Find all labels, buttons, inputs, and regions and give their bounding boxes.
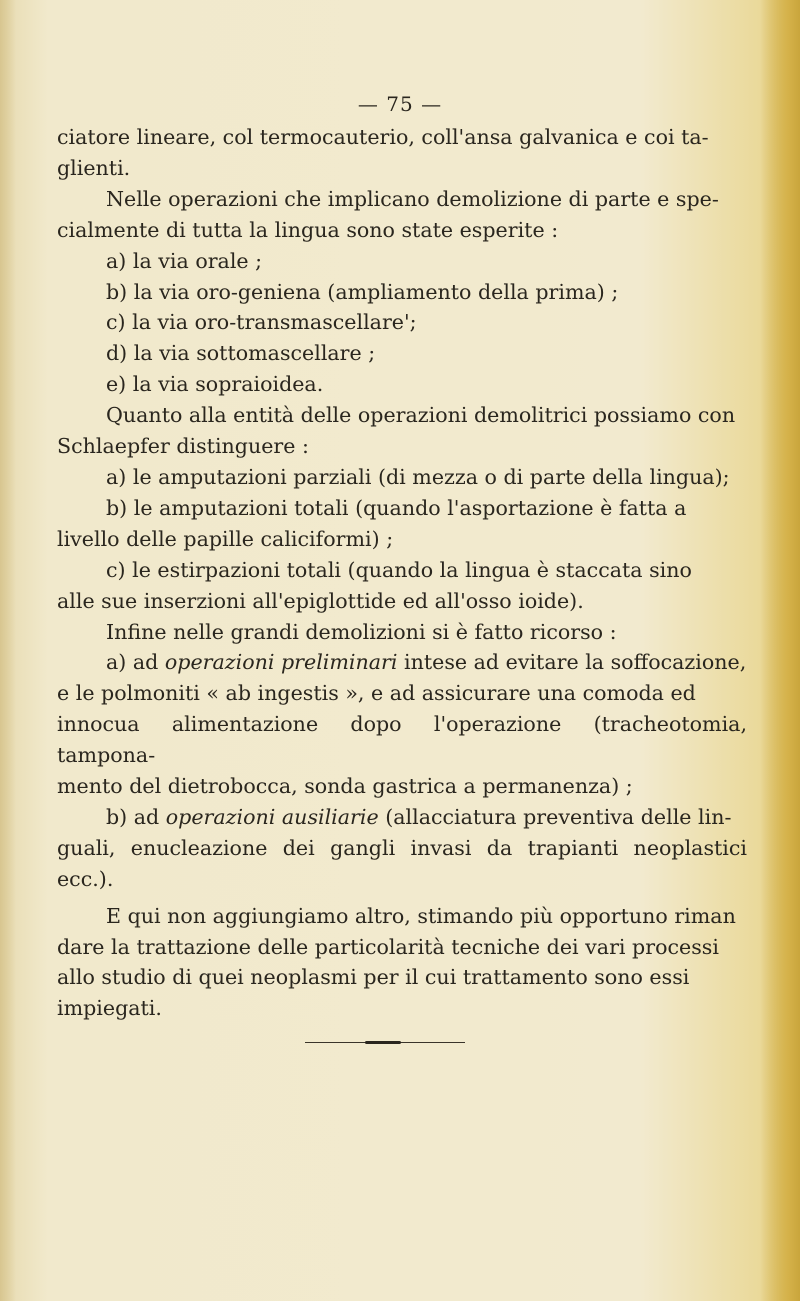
text-line: Quanto alla entità delle operazioni demolitrici possiamo con <box>106 403 736 428</box>
list-item <box>57 647 747 678</box>
list-item: c) le estirpazioni totali (quando la lingua è staccata sino <box>106 557 692 582</box>
text-line: Nelle operazioni che implicano demolizione di parte e spe- <box>106 186 719 211</box>
list-item: d) la via sottomascellare ; <box>106 341 376 366</box>
text-line: innocua alimentazione dopo l'operazione (tracheotomia, tampona- <box>57 712 747 768</box>
page-edge-yellowing <box>760 0 800 1301</box>
text-line: dare la trattazione delle particolarità tecniche dei vari processi <box>57 934 719 959</box>
text-line: glienti. <box>57 155 131 180</box>
text-line: guali, enucleazione dei gangli invasi da trapianti neoplastici ecc.). <box>57 835 747 891</box>
text-line: Schlaepfer distinguere : <box>57 434 309 459</box>
list-item-lead: a) ad <box>106 650 159 675</box>
text-line: impiegati. <box>57 996 162 1021</box>
list-item: b) le amputazioni totali (quando l'asportazione è fatta a <box>106 495 687 520</box>
list-item: b) la via oro-geniena (ampliamento della prima) ; <box>106 279 619 304</box>
list-item: e) la via sopraioidea. <box>106 372 324 397</box>
text-line: alle sue inserzioni all'epiglottide ed all'osso ioide). <box>57 588 584 613</box>
text-line: mento del dietrobocca, sonda gastrica a permanenza) ; <box>57 774 633 799</box>
italic-term: operazioni ausiliarie <box>165 804 379 829</box>
text-line: allo studio di quei neoplasmi per il cui trattamento sono essi <box>57 965 690 990</box>
text-line: livello delle papille caliciformi) ; <box>57 526 394 551</box>
page-number: — 75 — <box>357 92 443 116</box>
body-text <box>57 122 747 1024</box>
text-line: e le polmoniti « ab ingestis », e ad assicurare una comoda ed <box>57 681 696 706</box>
text-line: ciatore lineare, col termocauterio, coll'ansa galvanica e coi ta- <box>57 125 709 149</box>
end-ornament-rule <box>305 1041 465 1045</box>
list-item: a) le amputazioni parziali (di mezza o di parte della lingua); <box>106 464 730 489</box>
text-line: Infine nelle grandi demolizioni si è fatto ricorso : <box>106 619 617 644</box>
italic-term: operazioni preliminari <box>164 650 398 675</box>
list-item-rest: (allacciatura preventiva delle lin- <box>385 804 732 829</box>
rule-ornament <box>365 1041 401 1044</box>
list-item: a) la via orale ; <box>106 248 263 273</box>
text-line: cialmente di tutta la lingua sono state esperite : <box>57 217 559 242</box>
text-line: E qui non aggiungiamo altro, stimando più opportuno riman <box>106 903 736 928</box>
list-item-lead: b) ad <box>106 804 160 829</box>
page-shadow-left <box>0 0 16 1301</box>
list-item-rest: intese ad evitare la soffocazione, <box>404 650 747 675</box>
list-item: c) la via oro-transmascellare'; <box>106 310 417 335</box>
list-item <box>57 802 747 833</box>
